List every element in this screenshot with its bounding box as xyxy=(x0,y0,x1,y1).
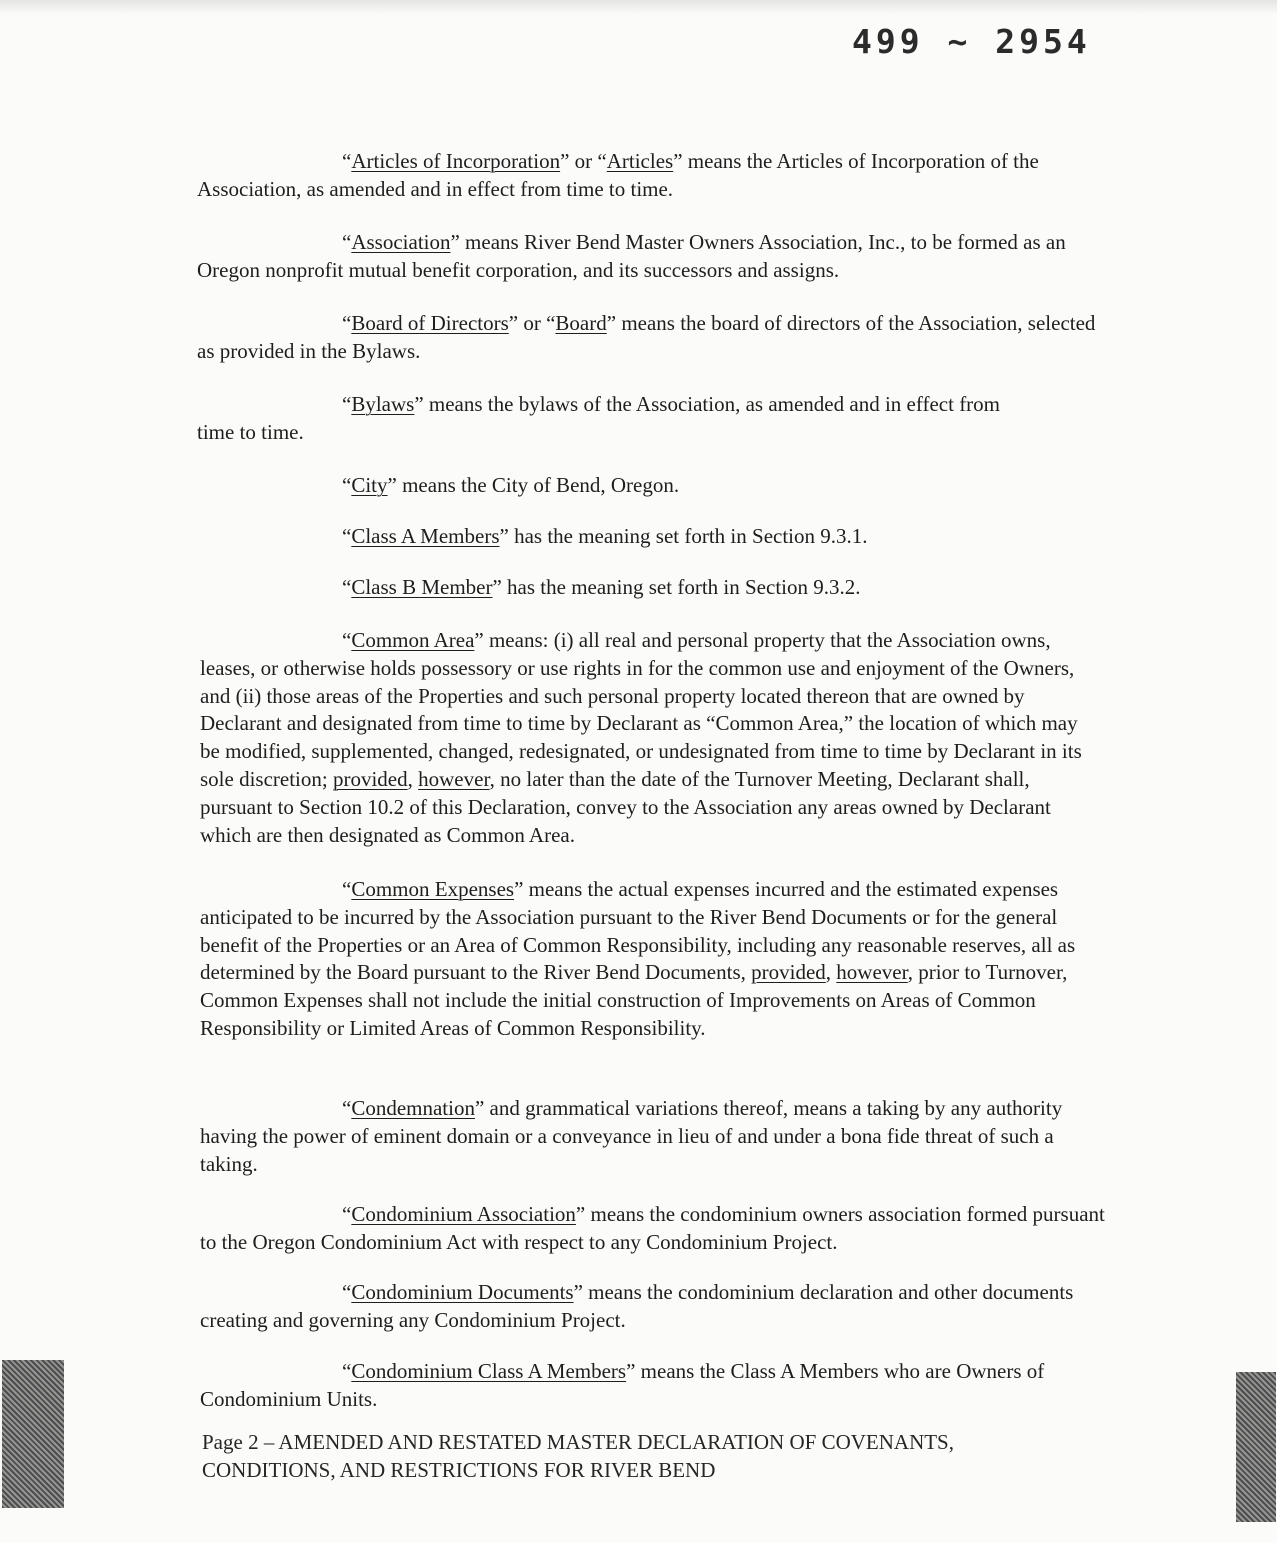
defined-term: Articles of Incorporation xyxy=(351,149,561,173)
definition-text-2: , prior to Turnover, Common Expenses shall not include the initial construction of Improvements on Areas of Common Responsibility or Limited Areas of Common Responsibility. xyxy=(200,960,1068,1040)
defined-term: Common Area xyxy=(351,628,475,652)
definition-condemnation: “Condemnation” and grammatical variations thereof, means a taking by any authority having the power of eminent domain or a conveyance in lieu of and under a bona fide threat of such a taking. xyxy=(200,1096,1063,1176)
proviso-however: however xyxy=(836,960,908,985)
definition-text: ” means River Bend Master Owners Association, Inc., to be formed as an Oregon nonprofit mutual benefit corporation, and its successors and assigns. xyxy=(197,230,1066,282)
definition-city: “City” means the City of Bend, Oregon. xyxy=(342,473,680,497)
proviso-provided: provided xyxy=(751,960,826,985)
term-connector: ” or “ xyxy=(560,149,607,173)
definition-bylaws: “Bylaws” means the bylaws of the Association, as amended and in effect from time to time. xyxy=(197,392,1001,444)
defined-term-alt: Articles xyxy=(606,149,674,173)
defined-term-alt: Board xyxy=(555,311,607,335)
definition-text: ” has the meaning set forth in Section 9.3.1. xyxy=(499,524,868,548)
definition-condominium-association: “Condominium Association” means the condominium owners association formed pursuant to the Oregon Condominium Act with respect to any Condominium Project. xyxy=(200,1202,1105,1254)
definition-common-expenses: “Common Expenses” means the actual expenses incurred and the estimated expenses anticipated to be incurred by the Association pursuant to the River Bend Documents or for the general benefit of the Properties or an Area of Common Responsibility, including any reasonable reserves, all as determined by the Board pursuant to the River Bend Documents, provided, however, prior to Turnover, Common Expenses shall not include the initial construction of Improvements on Areas of Common Responsibility or Limited Areas of Common Responsibility. xyxy=(200,877,1076,1040)
proviso-separator: , xyxy=(825,960,837,985)
proviso-separator: , xyxy=(407,766,419,791)
page-footer xyxy=(202,1428,954,1484)
definition-text: ” means: (i) all real and personal property that the Association owns, leases, or otherwise holds possessory or use rights in for the common use and enjoyment of the Owners, and (ii) those areas of the Properties and such personal property located thereon that are owned by Declarant and designated from time to time by Declarant as “Common Area,” the location of which may be modified, supplemented, changed, redesignated, or undesignated from time to time by Declarant in its sole discretion; xyxy=(200,628,1082,791)
definition-text: ” means the Class A Members who are Owners of Condominium Units. xyxy=(200,1359,1045,1411)
term-connector: ” or “ xyxy=(508,311,556,335)
definition-association: “Association” means River Bend Master Owners Association, Inc., to be formed as an Oregon nonprofit mutual benefit corporation, and its successors and assigns. xyxy=(197,230,1066,282)
definition-class-a-members: “Class A Members” has the meaning set forth in Section 9.3.1. xyxy=(342,524,868,548)
footer-line-1: Page 2 – AMENDED AND RESTATED MASTER DECLARATION OF COVENANTS, xyxy=(202,1430,954,1454)
definition-text-2: , no later than the date of the Turnover Meeting, Declarant shall, pursuant to Section 10.2 of this Declaration, convey to the Association any areas owned by Declarant which are then designated as Common Area. xyxy=(200,766,1051,847)
defined-term: Condominium Documents xyxy=(351,1280,574,1304)
defined-term: City xyxy=(351,473,388,497)
defined-term: Condemnation xyxy=(351,1096,475,1120)
defined-term: Board of Directors xyxy=(351,311,509,335)
definition-text: ” means the condominium owners association formed pursuant to the Oregon Condominium Act with respect to any Condominium Project. xyxy=(200,1202,1105,1254)
definition-text: ” and grammatical variations thereof, means a taking by any authority having the power of eminent domain or a conveyance in lieu of and under a bona fide threat of such a taking. xyxy=(200,1096,1063,1176)
scan-edge-mark-right xyxy=(1236,1372,1276,1522)
definition-text: ” means the condominium declaration and other documents creating and governing any Condominium Project. xyxy=(200,1280,1074,1332)
definition-text: ” means the bylaws of the Association, as amended and in effect from xyxy=(414,392,1001,416)
definition-condominium-class-a-members: “Condominium Class A Members” means the Class A Members who are Owners of Condominium Units. xyxy=(200,1359,1045,1411)
stamp-mark: ~ xyxy=(947,22,972,61)
defined-term: Condominium Association xyxy=(351,1202,576,1226)
footer-line-2: CONDITIONS, AND RESTRICTIONS FOR RIVER BEND xyxy=(202,1458,716,1482)
definition-text: ” means the City of Bend, Oregon. xyxy=(387,473,680,497)
definition-condominium-documents: “Condominium Documents” means the condominium declaration and other documents creating and governing any Condominium Project. xyxy=(200,1280,1074,1332)
definition-articles: “Articles of Incorporation” or “Articles” means the Articles of Incorporation of the Association, as amended and in effect from time to time. xyxy=(197,149,1039,201)
defined-term: Class A Members xyxy=(351,524,500,548)
definition-text: ” has the meaning set forth in Section 9.3.2. xyxy=(492,575,861,599)
defined-term: Bylaws xyxy=(351,392,415,416)
definition-text: ” means the actual expenses incurred and the estimated expenses anticipated to be incurred by the Association pursuant to the River Bend Documents or for the general benefit of the Properties or an Area of Common Responsibility, including any reasonable reserves, all as determined by the Board pursuant to the River Bend Documents, xyxy=(200,877,1076,985)
definition-text: ” means the board of directors of the Association, selected as provided in the Bylaws. xyxy=(197,311,1096,363)
defined-term: Class B Member xyxy=(351,575,493,599)
definition-text: ” means the Articles of Incorporation of the Association, as amended and in effect from time to time. xyxy=(197,149,1039,201)
definition-class-b-member: “Class B Member” has the meaning set forth in Section 9.3.2. xyxy=(342,575,861,599)
defined-term: Common Expenses xyxy=(351,877,515,901)
defined-term: Association xyxy=(351,230,451,254)
scan-edge-mark-left xyxy=(2,1360,64,1508)
definition-board: “Board of Directors” or “Board” means the board of directors of the Association, selected as provided in the Bylaws. xyxy=(197,311,1096,363)
stamp-page-number: 2954 xyxy=(995,22,1091,61)
defined-term: Condominium Class A Members xyxy=(351,1359,627,1383)
definition-text-continued: time to time. xyxy=(197,419,304,444)
stamp-book-number: 499 xyxy=(852,22,924,61)
proviso-however: however xyxy=(418,766,490,791)
definition-common-area: “Common Area” means: (i) all real and personal property that the Association owns, leases, or otherwise holds possessory or use rights in for the common use and enjoyment of the Owners, and (ii) those areas of the Properties and such personal property located thereon that are owned by Declarant and designated from time to time by Declarant as “Common Area,” the location of which may be modified, supplemented, changed, redesignated, or undesignated from time to time by Declarant in its sole discretion; provided, however, no later than the date of the Turnover Meeting, Declarant shall, pursuant to Section 10.2 of this Declaration, convey to the Association any areas owned by Declarant which are then designated as Common Area. xyxy=(200,628,1082,847)
proviso-provided: provided xyxy=(332,766,408,791)
